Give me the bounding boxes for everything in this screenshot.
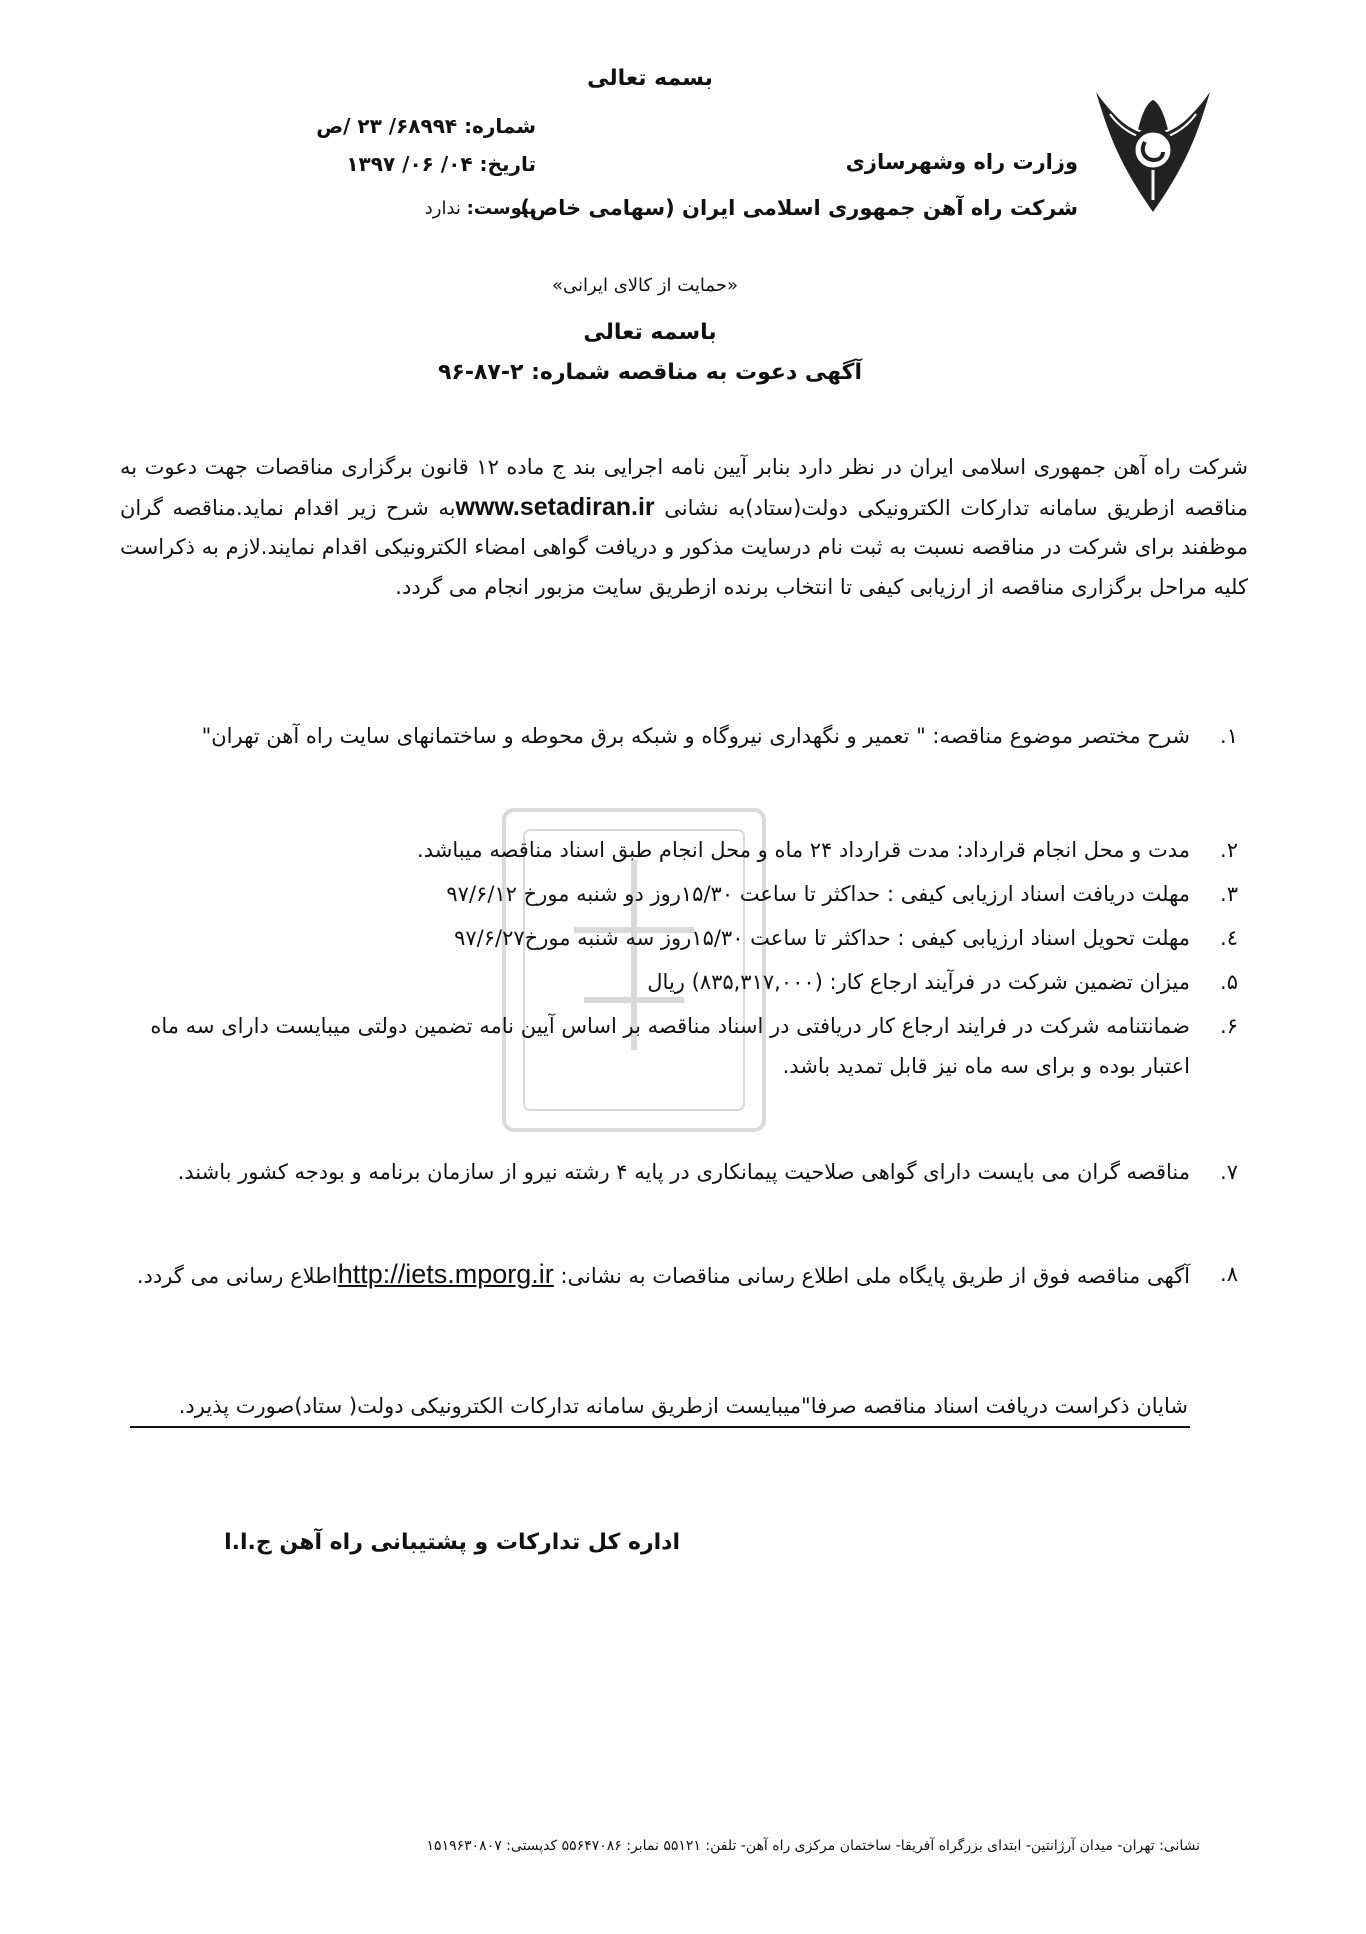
attachment-value: ندارد	[424, 198, 461, 219]
item-text: مهلت تحویل اسناد ارزیابی کیفی : حداکثر تا ساعت ۱۵/۳۰روز سه شنبه مورخ۹۷/۶/۲۷	[454, 926, 1190, 950]
item-text: میزان تضمین شرکت در فرآیند ارجاع کار: (۸۳۵,۳۱۷,۰۰۰) ریال	[647, 970, 1190, 994]
item-number: ۷.	[1220, 1160, 1238, 1184]
bismillah-header: بسمه تعالی	[587, 66, 713, 91]
list-item	[118, 874, 1238, 914]
item-number: ۸.	[1220, 1262, 1238, 1286]
item-number: ۶.	[1220, 1014, 1238, 1038]
ministry-name: وزارت راه وشهرسازی	[845, 150, 1078, 174]
list-item	[118, 918, 1238, 958]
item-number: ۵.	[1220, 970, 1238, 994]
closing-note: شایان ذکراست دریافت اسناد مناقصه صرفا"میبایست ازطریق سامانه تدارکات الکترونیکی دولت( ستاد)صورت پذیرد.	[178, 1394, 1188, 1418]
list-item	[118, 1006, 1238, 1086]
item-text-before: آگهی مناقصه فوق از طریق پایگاه ملی اطلاع رسانی مناقصات به نشانی:	[553, 1264, 1190, 1288]
setadiran-url[interactable]: www.setadiran.ir	[455, 492, 655, 521]
letter-date	[316, 152, 536, 176]
item-number: ۳.	[1220, 882, 1238, 906]
support-slogan: «حمایت از کالای ایرانی»	[552, 275, 738, 296]
date-label: تاریخ:	[479, 152, 536, 176]
item-text: ضمانتنامه شرکت در فرایند ارجاع کار دریافتی در اسناد مناقصه بر اساس آیین نامه تضمین دولتی میبایست دارای سه ماه اعتبار بوده و برای سه ماه نیز قابل تمدید باشد.	[150, 1014, 1190, 1078]
list-item	[118, 1152, 1238, 1192]
notice-title: آگهی دعوت به مناقصه شماره: ۲-۸۷-۹۶	[437, 360, 863, 385]
item-text-after: اطلاع رسانی می گردد.	[136, 1264, 338, 1288]
item-text: مهلت دریافت اسناد ارزیابی کیفی : حداکثر تا ساعت ۱۵/۳۰روز دو شنبه مورخ ۹۷/۶/۱۲	[446, 882, 1190, 906]
item-number: ٤.	[1220, 926, 1238, 950]
number-label: شماره:	[464, 114, 536, 138]
iets-link[interactable]: http://iets.mporg.ir	[337, 1259, 554, 1289]
railway-winged-emblem-icon	[1088, 72, 1218, 222]
item-text: مدت و محل انجام قرارداد: مدت قرارداد ۲۴ ماه و محل انجام طبق اسناد مناقصه میباشد.	[417, 838, 1190, 862]
item-number: ۱.	[1220, 724, 1238, 748]
letter-number	[296, 114, 536, 138]
number-value: ۶۸۹۹۴/ ۲۳ /ص	[316, 114, 458, 138]
item-text	[118, 1254, 1190, 1296]
item-text: مناقصه گران می بایست دارای گواهی صلاحیت پیمانکاری در پایه ۴ رشته نیرو از سازمان برنامه و بودجه کشور باشند.	[177, 1160, 1190, 1184]
intro-text-2: به شرح زیر اقدام نماید.مناقصه گران موظفند برای شرکت در مناقصه نسبت به ثبت نام درسایت مذکور و دریافت گواهی امضاء الکترونیکی اقدام نمایند.لازم به ذکراست کلیه مراحل برگزاری مناقصه از ارزیابی کیفی تا انتخاب برنده ازطریق سایت مزبور انجام می گردد.	[120, 495, 1248, 599]
intro-paragraph	[120, 448, 1248, 607]
list-item	[118, 962, 1238, 1002]
intro-text-1: شرکت راه آهن جمهوری اسلامی ایران در نظر دارد بنابر آیین نامه اجرایی بند ج ماده ۱۲ قانون برگزاری مناقصات جهت دعوت به مناقصه ازطریق سامانه تدارکات الکترونیکی دولت(ستاد)به نشانی	[120, 455, 1248, 520]
date-value: ۰۴/ ۰۶/ ۱۳۹۷	[346, 152, 473, 176]
list-item	[118, 830, 1238, 870]
list-item	[118, 1254, 1238, 1296]
footer-address: نشانی: تهران- میدان آرژانتین- ابتدای بزرگراه آفریقا- ساختمان مرکزی راه آهن- تلفن: ۵۵۱۲۱ نمابر: ۵۵۶۴۷۰۸۶ کدپستی: ۱۵۱۹۶۳۰۸۰۷	[426, 1838, 1200, 1854]
list-item	[118, 716, 1238, 756]
item-number: ۲.	[1220, 838, 1238, 862]
note-underline	[130, 1426, 1190, 1428]
letter-attachment	[390, 198, 536, 219]
company-name: شرکت راه آهن جمهوری اسلامی ایران (سهامی خاص)	[520, 196, 1078, 220]
bismillah-notice: باسمه تعالی	[583, 320, 717, 345]
signature-department: اداره کل تدارکات و پشتیبانی راه آهن ج.ا.ا	[224, 1530, 680, 1555]
item-text: شرح مختصر موضوع مناقصه: " تعمیر و نگهداری نیروگاه و شبکه برق محوطه و ساختمانهای سایت راه آهن تهران"	[201, 724, 1190, 748]
attachment-label: پیوست:	[466, 198, 536, 219]
